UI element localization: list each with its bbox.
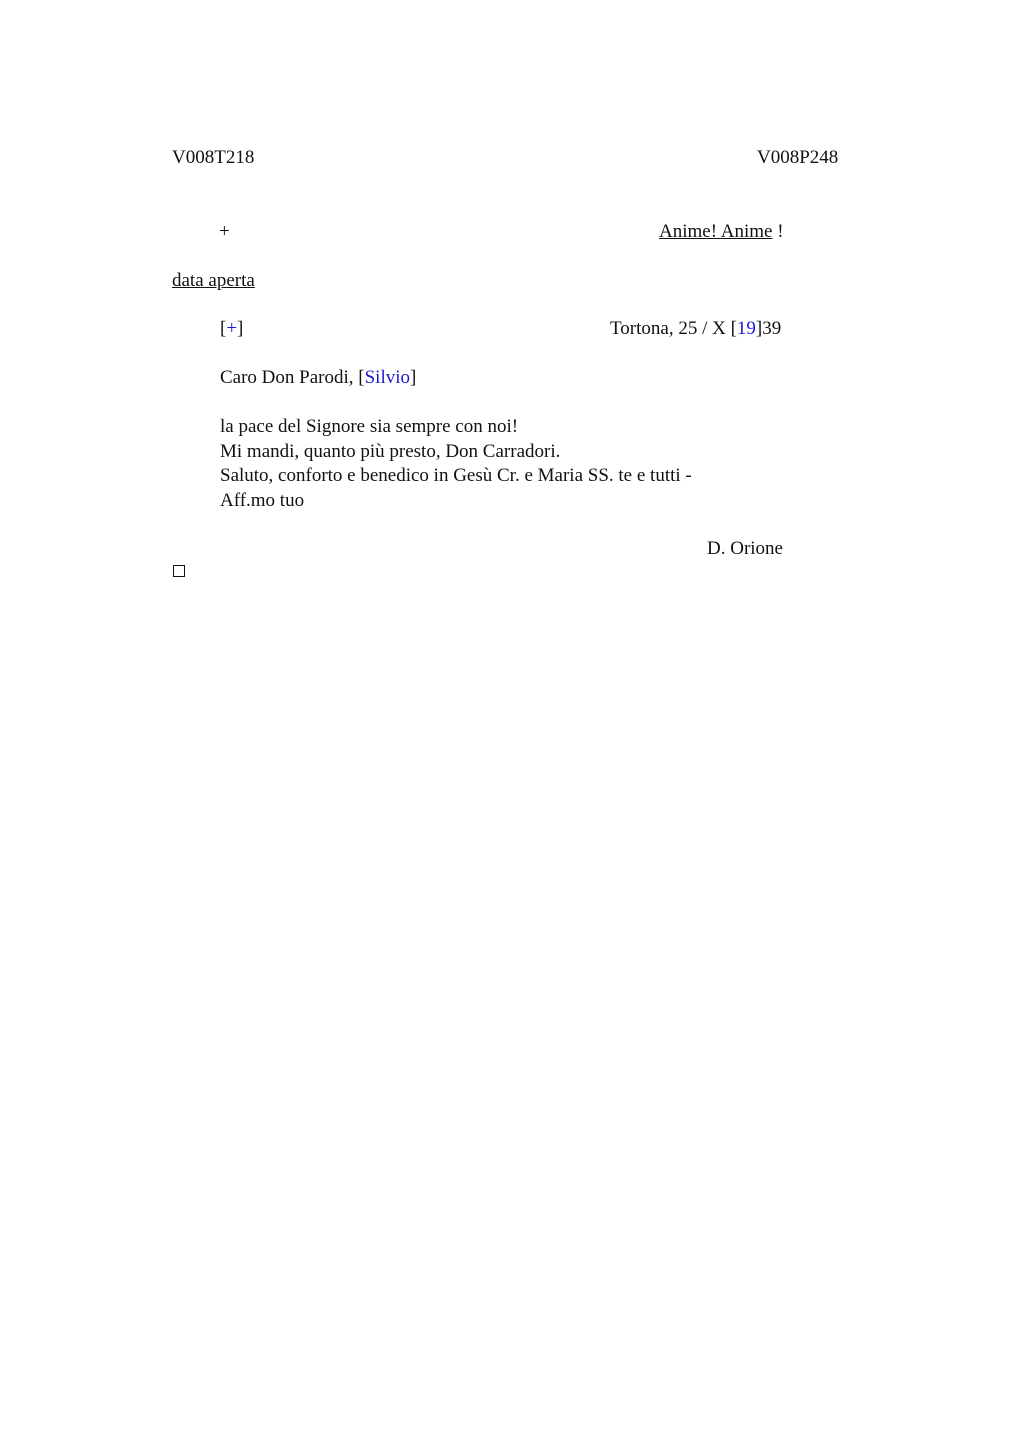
- year-suffix: ]39: [755, 318, 782, 339]
- motto-exclamation: !: [772, 221, 784, 242]
- body-line: Aff.mo tuo: [220, 489, 305, 511]
- bracket-open: [: [220, 318, 227, 339]
- salutation-close: ]: [410, 367, 417, 388]
- body-line: Mi mandi, quanto più presto, Don Carradori.: [220, 440, 561, 462]
- salutation-text: Caro Don Parodi, [: [220, 367, 365, 388]
- salutation: [220, 366, 416, 390]
- place-date: [610, 317, 781, 341]
- place-date-prefix: Tortona, 25 / X [: [610, 318, 737, 339]
- end-marker-box: [173, 565, 185, 577]
- bracket-close: ]: [237, 318, 244, 339]
- body-line: Saluto, conforto e benedico in Gesù Cr. e Maria SS. te e tutti -: [220, 465, 692, 486]
- name-insert: Silvio: [364, 367, 410, 388]
- cross-symbol: +: [219, 221, 230, 242]
- cross-insert: +: [226, 318, 238, 339]
- motto: [659, 220, 784, 244]
- body-line: la pace del Signore sia sempre con noi!: [220, 416, 519, 437]
- signature: D. Orione: [707, 538, 783, 559]
- motto-word-2: Anime: [720, 221, 773, 242]
- document-code-left: V008T218: [172, 147, 255, 168]
- bracketed-cross: [220, 317, 243, 341]
- motto-word-1: Anime!: [659, 221, 718, 242]
- letter-body: [220, 415, 692, 513]
- document-code-right: V008P248: [757, 147, 839, 168]
- date-note: data aperta: [172, 270, 255, 291]
- year-insert: 19: [736, 318, 756, 339]
